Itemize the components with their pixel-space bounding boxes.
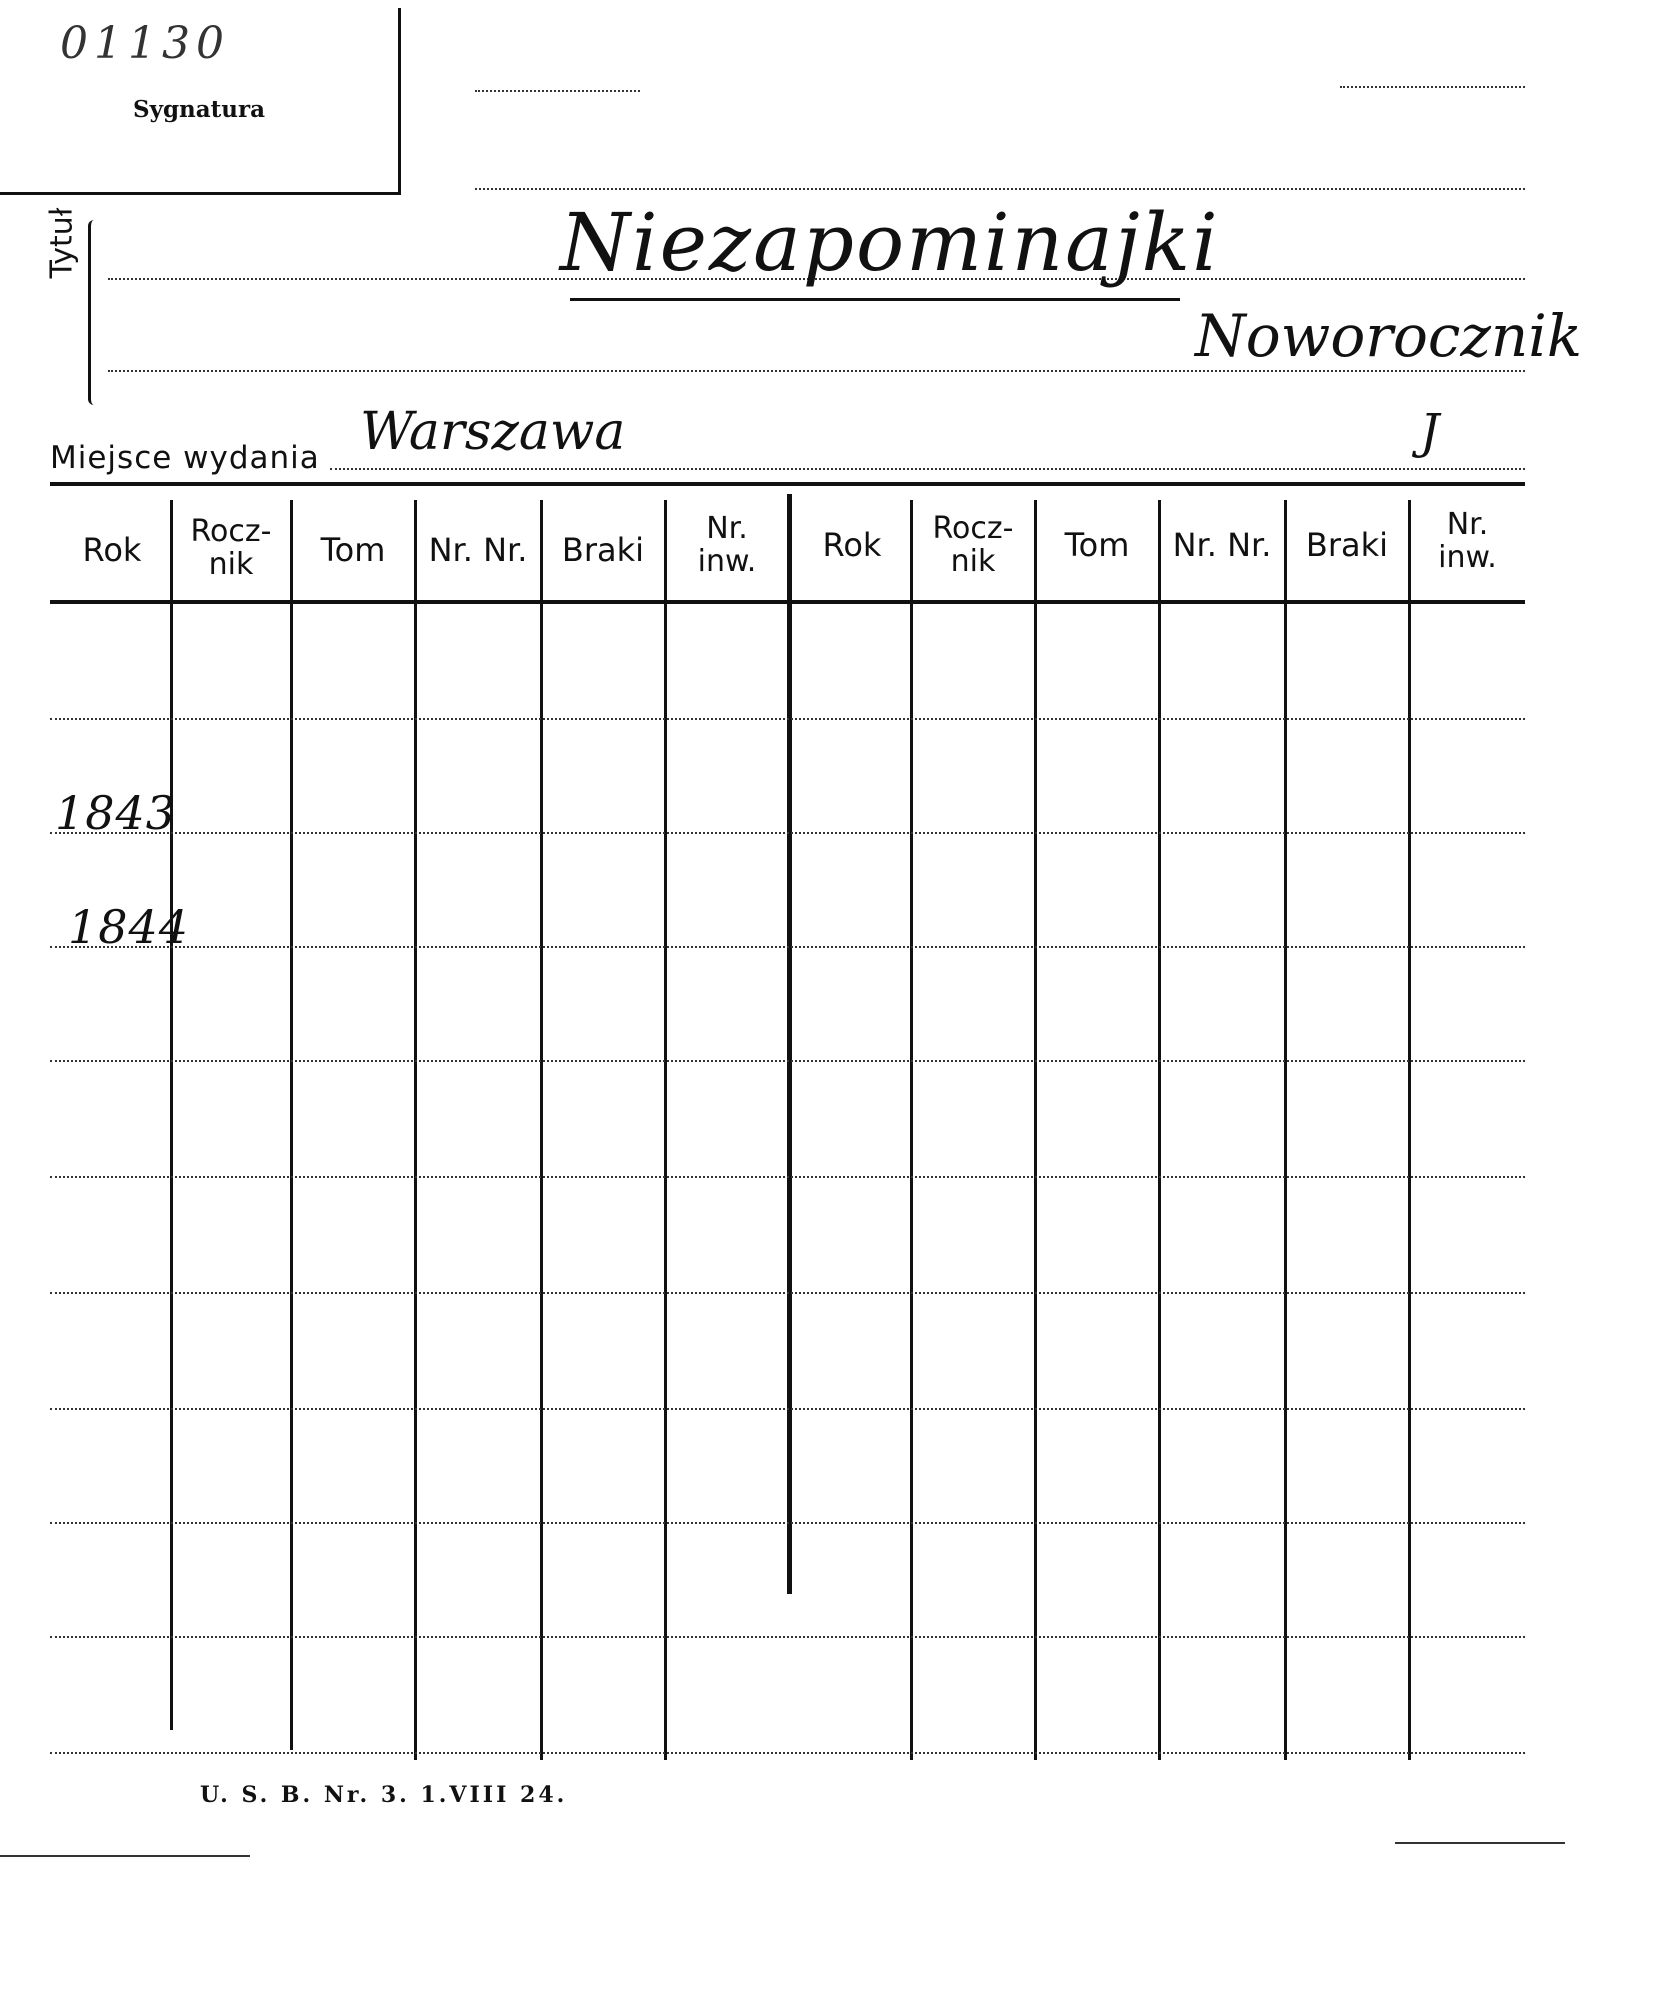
handwritten-subtitle: Noworocznik — [1195, 302, 1582, 370]
header-nrnr-left: Nr. Nr. — [428, 531, 528, 569]
top-dotted-line-full — [475, 188, 1525, 190]
year-entry-2: 1844 — [68, 900, 190, 954]
row-line-2 — [50, 832, 1525, 834]
row-line-5 — [50, 1176, 1525, 1178]
header-rocznik-left: Rocz- nik — [190, 514, 272, 582]
header-tom-right: Tom — [1064, 526, 1130, 564]
row-line-3 — [50, 946, 1525, 948]
signature-label: Sygnatura — [132, 96, 266, 123]
top-dotted-line-left — [475, 90, 640, 92]
row-line-1 — [50, 718, 1525, 720]
signature-box — [0, 8, 401, 195]
header-braki-left: Braki — [561, 531, 645, 569]
signature-number: 01130 — [60, 18, 230, 69]
bottom-edge-line-right — [1395, 1842, 1565, 1844]
col-line-9 — [1158, 500, 1161, 1760]
place-label: Miejsce wydania — [50, 440, 320, 476]
header-rok-left: Rok — [82, 531, 142, 569]
title-dotted-line-2 — [108, 370, 1525, 372]
row-line-4 — [50, 1060, 1525, 1062]
row-line-10 — [50, 1752, 1525, 1754]
title-underline — [570, 298, 1180, 301]
col-line-11 — [1408, 500, 1411, 1760]
col-line-3 — [414, 500, 417, 1760]
title-brace — [88, 220, 101, 405]
title-field-label — [42, 207, 82, 393]
top-dotted-line-right — [1340, 86, 1525, 88]
row-line-8 — [50, 1522, 1525, 1524]
header-nrinw-left: Nr. inw. — [697, 511, 757, 579]
header-nrnr-right: Nr. Nr. — [1172, 526, 1272, 564]
col-line-8 — [1034, 500, 1037, 1760]
header-rok-right: Rok — [822, 526, 882, 564]
year-entry-1: 1843 — [55, 786, 177, 840]
header-braki-right: Braki — [1305, 526, 1389, 564]
title-label-text: Tytuł — [44, 207, 79, 279]
header-tom-left: Tom — [320, 531, 386, 569]
col-line-4 — [540, 500, 543, 1760]
col-line-5 — [664, 500, 667, 1760]
center-divider — [787, 494, 792, 1594]
table-top-rule — [50, 482, 1525, 486]
row-line-6 — [50, 1292, 1525, 1294]
row-line-9 — [50, 1636, 1525, 1638]
printer-mark: U. S. B. Nr. 3. 1.VIII 24. — [200, 1782, 568, 1808]
header-rocznik-right: Rocz- nik — [932, 511, 1014, 579]
col-line-2 — [290, 500, 293, 1750]
handwritten-title: Niezapominajki — [560, 196, 1220, 289]
place-dotted-line — [330, 468, 1525, 470]
handwritten-mark: J — [1420, 404, 1440, 460]
col-line-7 — [910, 500, 913, 1760]
row-line-7 — [50, 1408, 1525, 1410]
col-line-1 — [170, 500, 173, 1730]
header-nrinw-right: Nr. inw. — [1438, 507, 1497, 575]
bottom-edge-line-left — [0, 1855, 250, 1857]
handwritten-place: Warszawa — [360, 402, 626, 462]
col-line-10 — [1284, 500, 1287, 1760]
